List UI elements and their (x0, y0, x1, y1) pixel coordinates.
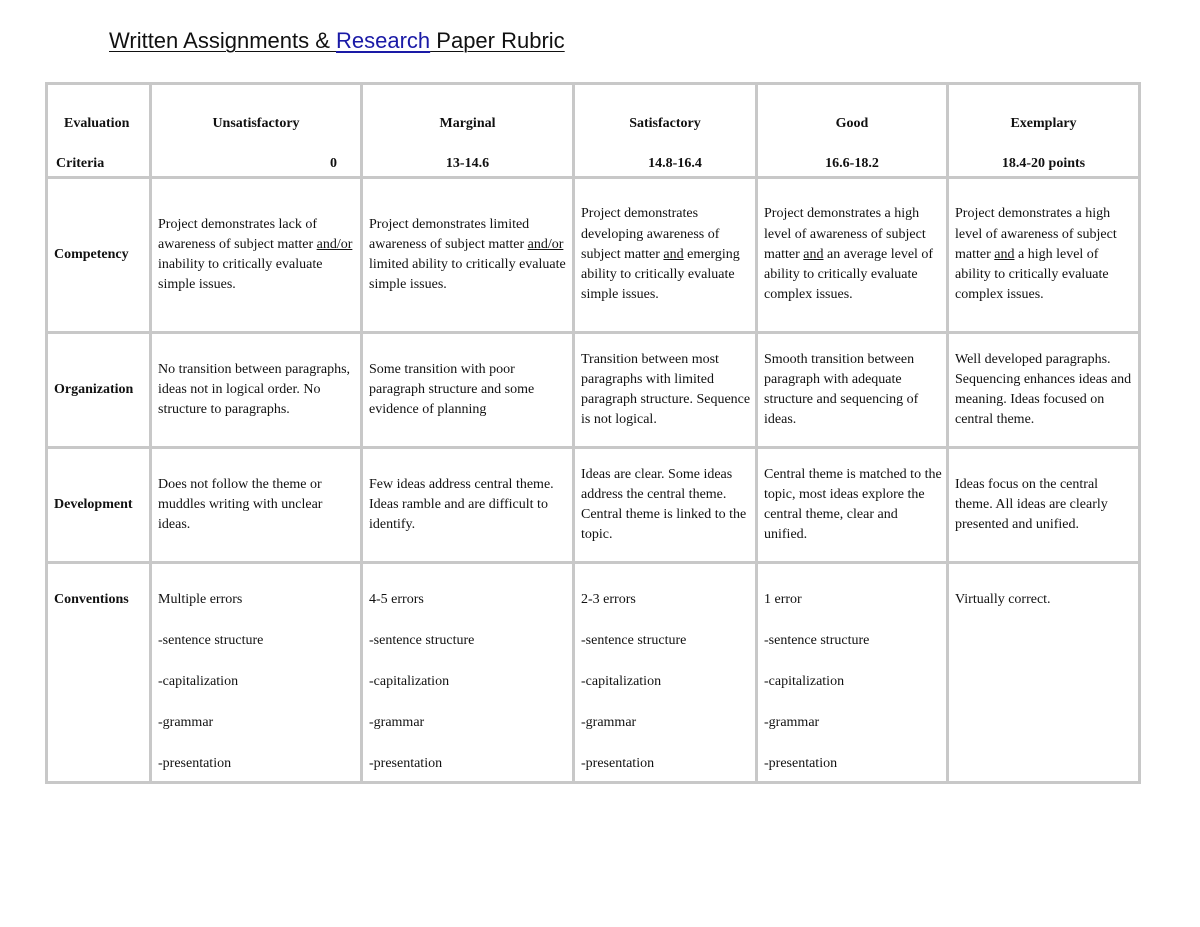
competency-exemplary-underlined: and (994, 246, 1015, 262)
header-row (47, 84, 1140, 178)
conventions-satisfactory (574, 563, 757, 783)
development-unsatisfactory: Does not follow the theme or muddles writing with unclear ideas. (151, 448, 362, 563)
header-criteria (47, 84, 151, 178)
level-points-good: 16.6-18.2 (825, 156, 879, 171)
development-exemplary: Ideas focus on the central theme. All ideas are clearly presented and unified. (948, 448, 1140, 563)
conventions-exemplary-line: Virtually correct. (955, 592, 1051, 607)
conventions-satisfactory-line: 2-3 errors (581, 592, 636, 607)
conventions-unsatisfactory-line: Multiple errors (158, 592, 243, 607)
competency-marginal-text-a: Project demonstrates limited awareness of subject matter (369, 216, 530, 252)
conventions-marginal-line: -sentence structure (369, 633, 475, 648)
competency-satisfactory-underlined: and (663, 246, 684, 262)
row-development (47, 448, 1140, 563)
organization-satisfactory: Transition between most paragraphs with limited paragraph structure. Sequence is not logical. (574, 333, 757, 448)
organization-good: Smooth transition between paragraph with adequate structure and sequencing of ideas. (757, 333, 948, 448)
competency-satisfactory-text-b: emerging ability to critically evaluate simple issues. (581, 246, 740, 303)
competency-unsatisfactory-underlined: and/or (316, 236, 353, 252)
conventions-unsatisfactory-line: -capitalization (158, 674, 239, 689)
level-name-exemplary: Exemplary (1010, 116, 1077, 131)
title-part-1: Written Assignments & (109, 28, 337, 53)
organization-unsatisfactory: No transition between paragraphs, ideas not in logical order. No structure to paragraphs. (151, 333, 362, 448)
competency-marginal (362, 178, 574, 333)
title-part-3: Paper Rubric (430, 28, 565, 53)
row-competency (47, 178, 1140, 333)
row-label-conventions (47, 563, 151, 783)
conventions-satisfactory-line: -sentence structure (581, 633, 687, 648)
conventions-label: Conventions (54, 592, 129, 607)
header-criteria-bottom: Criteria (56, 156, 105, 171)
conventions-unsatisfactory (151, 563, 362, 783)
header-marginal (362, 84, 574, 178)
development-marginal: Few ideas address central theme. Ideas ramble and are difficult to identify. (362, 448, 574, 563)
competency-good-text-a: Project demonstrates a high level of awareness of subject matter (764, 206, 926, 262)
row-label-competency: Competency (47, 178, 151, 333)
header-unsatisfactory (151, 84, 362, 178)
competency-good-underlined: and (803, 246, 824, 262)
header-satisfactory (574, 84, 757, 178)
competency-unsatisfactory (151, 178, 362, 333)
row-conventions (47, 563, 1140, 783)
research-link[interactable]: Research (336, 28, 431, 53)
conventions-unsatisfactory-line: -presentation (158, 756, 232, 771)
level-name-satisfactory: Satisfactory (629, 116, 701, 131)
conventions-unsatisfactory-line: -grammar (158, 715, 214, 730)
conventions-exemplary (948, 563, 1140, 783)
conventions-good-line: -grammar (764, 715, 820, 730)
conventions-marginal (362, 563, 574, 783)
competency-unsatisfactory-text-b: inability to critically evaluate simple issues. (158, 257, 323, 293)
document-title (109, 28, 565, 54)
organization-exemplary: Well developed paragraphs. Sequencing enhances ideas and meaning. Ideas focused on central theme. (948, 333, 1140, 448)
conventions-good-line: -capitalization (764, 674, 845, 689)
competency-exemplary-text-a: Project demonstrates a high level of awareness of subject matter (955, 206, 1117, 262)
development-satisfactory: Ideas are clear. Some ideas address the central theme. Central theme is linked to the topic. (574, 448, 757, 563)
competency-marginal-underlined: and/or (527, 236, 564, 252)
competency-good-text-b: an average level of ability to critically evaluate complex issues. (764, 246, 934, 303)
conventions-marginal-line: -presentation (369, 756, 443, 771)
conventions-unsatisfactory-line: -sentence structure (158, 633, 264, 648)
conventions-satisfactory-line: -presentation (581, 756, 655, 771)
competency-satisfactory-text-a: Project demonstrates developing awareness of subject matter (581, 206, 720, 262)
competency-marginal-text-b: limited ability to critically evaluate simple issues. (369, 257, 566, 293)
development-good: Central theme is matched to the topic, most ideas explore the central theme, clear and unified. (757, 448, 948, 563)
organization-marginal: Some transition with poor paragraph structure and some evidence of planning (362, 333, 574, 448)
header-exemplary (948, 84, 1140, 178)
level-points-exemplary: 18.4-20 points (1001, 156, 1086, 171)
row-label-development: Development (47, 448, 151, 563)
conventions-satisfactory-line: -capitalization (581, 674, 662, 689)
conventions-marginal-line: 4-5 errors (369, 592, 424, 607)
level-name-good: Good (835, 116, 869, 131)
competency-exemplary-text-b: a high level of ability to critically evaluate complex issues. (955, 246, 1109, 303)
header-good (757, 84, 948, 178)
conventions-satisfactory-line: -grammar (581, 715, 637, 730)
rubric-table (45, 82, 1141, 784)
level-points-marginal: 13-14.6 (445, 156, 490, 171)
conventions-good-line: -presentation (764, 756, 838, 771)
level-points-unsatisfactory: 0 (330, 156, 337, 171)
header-criteria-top: Evaluation (64, 116, 130, 131)
competency-good (757, 178, 948, 333)
conventions-good-line: 1 error (764, 592, 802, 607)
competency-exemplary (948, 178, 1140, 333)
level-name-unsatisfactory: Unsatisfactory (212, 116, 300, 131)
conventions-good-line: -sentence structure (764, 633, 870, 648)
row-label-organization: Organization (47, 333, 151, 448)
competency-satisfactory (574, 178, 757, 333)
row-organization (47, 333, 1140, 448)
conventions-marginal-line: -grammar (369, 715, 425, 730)
level-points-satisfactory: 14.8-16.4 (648, 156, 702, 171)
competency-unsatisfactory-text-a: Project demonstrates lack of awareness of subject matter (158, 216, 318, 252)
conventions-good (757, 563, 948, 783)
level-name-marginal: Marginal (439, 116, 496, 131)
conventions-marginal-line: -capitalization (369, 674, 450, 689)
